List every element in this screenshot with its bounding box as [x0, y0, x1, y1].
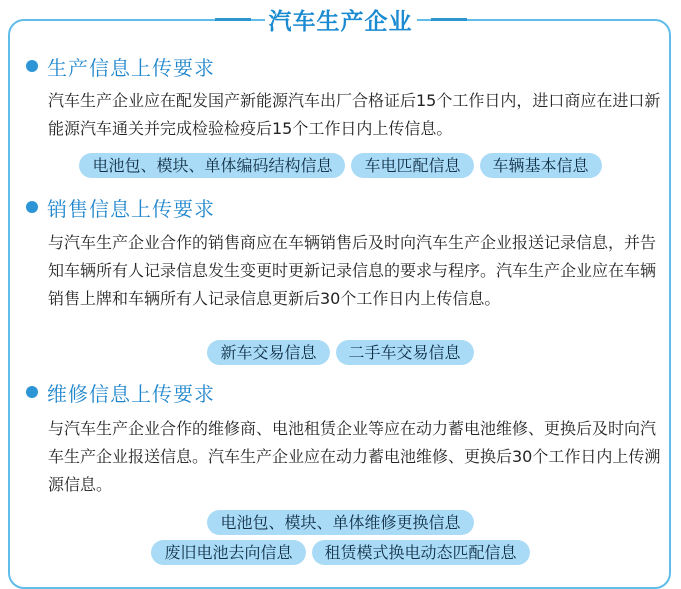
section-repair-tags-row2 — [0, 540, 681, 565]
section-title: 维修信息上传要求 — [47, 381, 215, 406]
bullet-icon — [26, 386, 38, 398]
header — [0, 0, 681, 38]
section-production-text: 汽车生产企业应在配发国产新能源汽车出厂合格证后15个工作日内，进口商应在进口新能源汽车通关并完成检验检疫后15个工作日内上传信息。 — [48, 91, 661, 138]
section-title: 销售信息上传要求 — [47, 196, 215, 221]
tag: 租赁模式换电动态匹配信息 — [312, 540, 530, 565]
tag: 车电匹配信息 — [351, 153, 473, 178]
section-sales-heading — [26, 192, 215, 222]
section-production-heading — [26, 51, 215, 81]
bullet-icon — [26, 60, 38, 72]
section-production-tags — [0, 153, 681, 178]
title-line-left — [215, 18, 251, 21]
title-line-right — [431, 18, 467, 21]
section-sales-text: 与汽车生产企业合作的销售商应在车辆销售后及时向汽车生产企业报送记录信息，并告知车辆所有人记录信息发生变更时更新记录信息的要求与程序。汽车生产企业应在车辆销售上牌和车辆所有人记录信息更新后30个工作日内上传信息。 — [48, 233, 657, 308]
tag: 电池包、模块、单体维修更换信息 — [207, 510, 473, 535]
tag: 二手车交易信息 — [336, 340, 474, 365]
section-title: 生产信息上传要求 — [47, 55, 215, 80]
section-repair-tags-row1 — [0, 510, 681, 535]
tag: 电池包、模块、单体编码结构信息 — [79, 153, 345, 178]
tag: 车辆基本信息 — [480, 153, 602, 178]
tag: 新车交易信息 — [207, 340, 329, 365]
section-repair-text: 与汽车生产企业合作的维修商、电池租赁企业等应在动力蓄电池维修、更换后及时向汽车生产企业报送信息。汽车生产企业应在动力蓄电池维修、更换后30个工作日内上传溯源信息。 — [48, 419, 661, 494]
section-sales-tags — [0, 340, 681, 365]
tag: 废旧电池去向信息 — [151, 540, 305, 565]
page-title: 汽车生产企业 — [265, 3, 417, 36]
section-repair-heading — [26, 377, 215, 407]
bullet-icon — [26, 201, 38, 213]
